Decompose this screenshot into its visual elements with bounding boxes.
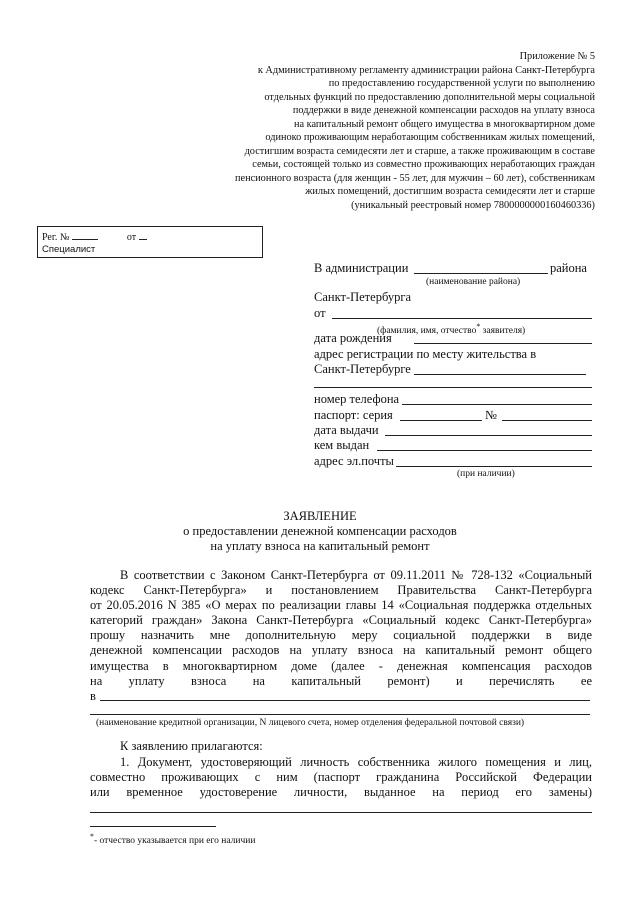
name-hint-star: * — [476, 322, 481, 331]
bank-prefix: в — [90, 689, 96, 703]
issued-by-label: кем выдан — [314, 438, 370, 452]
paragraph-line: имущества в многоквартирном доме (далее - денежная компенсация расходов — [90, 658, 592, 673]
city-label: Санкт-Петербурга — [314, 290, 412, 304]
attachment-line: совместно проживающих с ним (паспорт гражданина Российской Федерации — [90, 770, 592, 785]
footnote-star: * — [90, 832, 94, 841]
attachment-item-1 — [90, 755, 592, 800]
bank-field-1[interactable] — [100, 700, 590, 701]
appendix-line: семьи, состоящей только из совместно проживающих неработающих граждан — [252, 159, 595, 170]
phone-label: номер телефона — [314, 392, 400, 406]
name-hint-end: заявителя) — [482, 326, 526, 337]
to-admin-prefix: В администрации — [314, 261, 409, 275]
paragraph-line: В соответствии с Законом Санкт-Петербурга от 09.11.2011 № 728-132 «Социальный — [120, 568, 592, 582]
attachments-heading: К заявлению прилагаются: — [120, 739, 263, 753]
appendix-line: (уникальный реестровый номер 7800000000160460336) — [351, 199, 595, 211]
name-hint — [377, 319, 525, 339]
email-label: адрес эл.почты — [314, 454, 394, 468]
appendix-line: достигшим возраста семидесяти лет и старше, а также проживающим в составе — [244, 145, 595, 157]
issue-date-label: дата выдачи — [314, 423, 379, 437]
appendix-line: одиноко проживающим неработающим собственникам жилых помещений, — [265, 132, 595, 143]
paragraph-line: кодекс Санкт-Петербурга» и постановлением Правительства Санкт-Петербурга — [90, 583, 592, 598]
birth-date-field[interactable] — [414, 343, 592, 344]
bank-field-2[interactable] — [90, 714, 590, 715]
from-label: от — [314, 306, 326, 320]
passport-series-field[interactable] — [400, 420, 482, 421]
district-field[interactable] — [414, 273, 548, 274]
registration-box — [37, 226, 263, 258]
appendix-line: жилых помещений, достигшим возраста семидесяти лет и старше — [305, 186, 595, 197]
paragraph-line: категорий граждан» Закона Санкт-Петербурга «Социальный кодекс Санкт-Петербурга» — [90, 613, 592, 628]
paragraph-line: денежной компенсации расходов на уплату взноса на капитальный ремонт общего — [90, 643, 592, 658]
footnote-divider — [90, 826, 216, 827]
reg-number-row — [42, 230, 147, 243]
bank-hint: (наименование кредитной организации, N лицевого счета, номер отделения федеральной почтовой связи) — [96, 718, 525, 728]
paragraph-line: прошу назначить мне дополнительную меру социальной поддержки в виде — [90, 628, 592, 643]
document-subtitle-2: на уплату взноса на капитальный ремонт — [210, 539, 430, 553]
paragraph-line: на уплату взноса на капитальный ремонт) и перечислять ее — [90, 673, 592, 688]
reg-number-label: Рег. № — [42, 232, 70, 243]
main-paragraph — [90, 568, 592, 689]
reg-date-label: от — [126, 232, 137, 243]
footnote-text: - отчество указывается при его наличии — [93, 836, 256, 847]
reg-date-field[interactable] — [139, 230, 147, 240]
appendix-line: пенсионного возраста (для женщин - 55 лет, для мужчин – 60 лет), собственникам — [235, 172, 595, 184]
appendix-header — [200, 50, 595, 212]
issued-by-field[interactable] — [377, 450, 592, 451]
phone-field[interactable] — [402, 404, 592, 405]
address-field-2[interactable] — [314, 387, 592, 388]
birth-date-label: дата рождения — [314, 331, 392, 345]
appendix-line: отдельных функций по предоставлению дополнительной меры социальной — [264, 91, 595, 103]
email-hint: (при наличии) — [457, 469, 515, 479]
to-admin-suffix: района — [550, 261, 587, 275]
appendix-line: поддержки в виде денежной компенсации расходов на уплату взноса — [292, 105, 595, 116]
appendix-line: на капитальный ремонт общего имущества в многоквартирном доме — [293, 118, 595, 130]
name-hint-text: (фамилия, имя, отчество — [377, 326, 477, 337]
appendix-line: по предоставлению государственной услуги по выполнению — [328, 78, 595, 89]
attachment-line: или временное удостоверение личности, выданное на период его замены) — [90, 785, 592, 800]
footnote — [90, 832, 255, 846]
document-title: ЗАЯВЛЕНИЕ — [283, 509, 357, 523]
passport-series-label: паспорт: серия — [314, 408, 393, 422]
document-subtitle-1: о предоставлении денежной компенсации расходов — [183, 524, 457, 538]
attachment-field[interactable] — [90, 812, 592, 813]
appendix-line: к Административному регламенту администрации района Санкт-Петербурга — [257, 64, 595, 76]
passport-number-label: № — [485, 408, 497, 422]
issue-date-field[interactable] — [385, 435, 592, 436]
address-city-label: Санкт-Петербурге — [314, 362, 411, 376]
address-label: адрес регистрации по месту жительства в — [314, 347, 537, 361]
district-hint: (наименование района) — [426, 277, 521, 287]
appendix-line: Приложение № 5 — [519, 51, 595, 62]
specialist-label: Специалист — [42, 244, 96, 255]
passport-number-field[interactable] — [502, 420, 592, 421]
paragraph-line: от 20.05.2016 N 385 «О мерах по реализации главы 14 «Социальная поддержка отдельных — [90, 598, 592, 613]
address-field-1[interactable] — [414, 374, 586, 375]
attachment-line: 1. Документ, удостоверяющий личность собственника жилого помещения и лиц, — [120, 755, 592, 769]
reg-number-field[interactable] — [72, 230, 98, 240]
